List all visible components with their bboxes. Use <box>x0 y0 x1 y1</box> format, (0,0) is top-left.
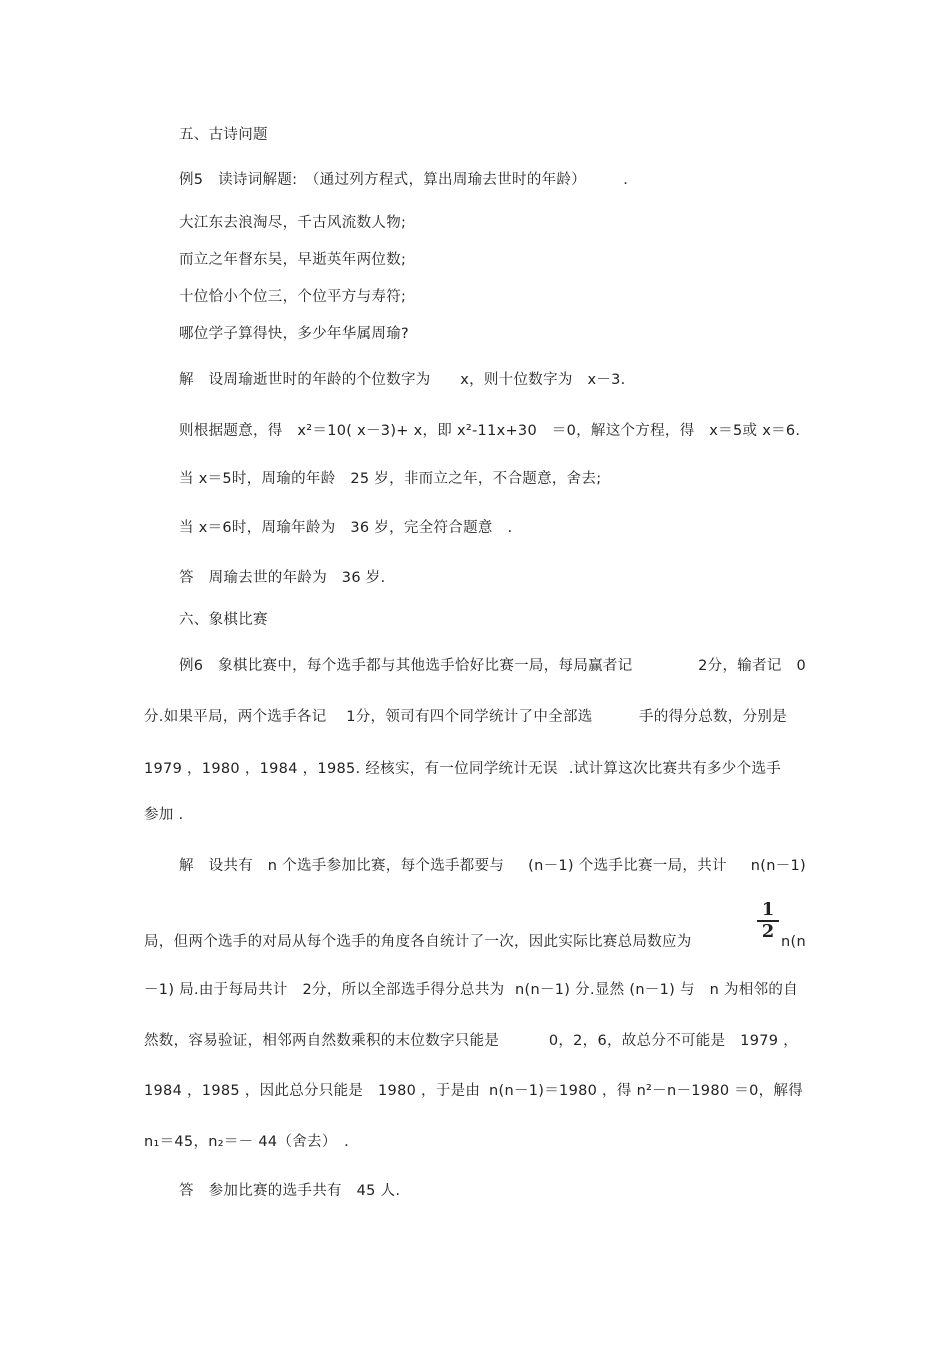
solution-6-line-3-right: n(n－1) 分.显然 (n－1) 与 n 为相邻的自 <box>515 982 798 998</box>
solution-6-line-4-left: 然数，容易验证，相邻两自然数乘积的末位数字只能是 <box>144 1033 500 1049</box>
solution-6-line-2-left: 局，但两个选手的对局从每个选手的角度各自统计了一次，因此实际比赛总局数应为 <box>144 934 692 950</box>
solution-5-line-3: 当 x＝5时，周瑜的年龄 25 岁，非而立之年，不合题意，舍去; <box>179 471 602 487</box>
example-6-line-4: 参加 . <box>144 807 184 823</box>
example-6-line-2 <box>144 708 787 726</box>
solution-6-line-4 <box>144 1032 798 1050</box>
fraction-one-half <box>757 900 779 942</box>
section-6-heading: 六、象棋比赛 <box>179 612 268 628</box>
solution-6-line-2-right: n(n <box>781 934 806 950</box>
fraction-denominator: 2 <box>761 921 775 942</box>
solution-6-line-4-right: 0，2，6，故总分不可能是 1979 ， <box>548 1033 798 1049</box>
poem-line-3: 十位恰小个位三，个位平方与寿符; <box>179 289 407 305</box>
solution-6-line-6: n₁＝45，n₂＝－ 44（舍去） . <box>144 1134 350 1150</box>
solution-6-line-1 <box>179 857 806 875</box>
poem-line-4: 哪位学子算得快，多少年华属周瑜? <box>179 326 409 342</box>
example-6-line-3 <box>144 760 781 778</box>
poem-line-2: 而立之年督东吴，早逝英年两位数; <box>179 252 407 268</box>
solution-6-line-3 <box>144 981 798 999</box>
example-6-line-2-right: 手的得分总数，分别是 <box>639 709 787 725</box>
example-6-line-1 <box>179 657 806 675</box>
example-5-prompt: 例5 读诗词解题: （通过列方程式，算出周瑜去世时的年龄） . <box>179 172 629 188</box>
fraction-numerator: 1 <box>757 900 779 922</box>
solution-5-line-1: 解 设周瑜逝世时的年龄的个位数字为 x，则十位数字为 x－3. <box>179 372 626 388</box>
solution-5-line-2: 则根据题意，得 x²＝10( x－3)+ x，即 x²-11x+30 ＝0，解这个方程，得 x＝5或 x＝6. <box>179 423 801 439</box>
example-6-line-1-left: 例6 象棋比赛中，每个选手都与其他选手恰好比赛一局，每局赢者记 <box>179 658 633 674</box>
example-6-line-2-left: 分.如果平局，两个选手各记 1分，领司有四个同学统计了中全部选 <box>144 709 593 725</box>
section-5-heading: 五、古诗问题 <box>179 127 268 143</box>
solution-5-line-4: 当 x＝6时，周瑜年龄为 36 岁，完全符合题意 . <box>179 520 513 536</box>
solution-6-line-1-mid: (n－1) 个选手比赛一局，共计 <box>528 858 727 874</box>
solution-6-line-1-left: 解 设共有 n 个选手参加比赛，每个选手都要与 <box>179 858 505 874</box>
example-6-line-1-right: 2分，输者记 0 <box>698 658 806 674</box>
example-6-line-3-left: 1979 ，1980 ，1984 ，1985. 经核实，有一位同学统计无误 <box>144 761 558 777</box>
answer-6: 答 参加比赛的选手共有 45 人. <box>179 1183 401 1199</box>
example-6-line-3-right: .试计算这次比赛共有多少个选手 <box>568 761 781 777</box>
poem-line-1: 大江东去浪淘尽，千古风流数人物; <box>179 215 407 231</box>
solution-6-line-5-left: 1984 ，1985 ，因此总分只能是 1980 ，于是由 <box>144 1083 481 1099</box>
solution-6-line-5 <box>144 1082 803 1100</box>
solution-6-line-3-left: －1) 局.由于每局共计 2分，所以全部选手得分总共为 <box>144 982 505 998</box>
solution-6-line-5-right: n(n－1)＝1980 ，得 n²－n－1980 ＝0，解得 <box>489 1083 803 1099</box>
solution-6-line-1-right: n(n－1) <box>750 858 806 874</box>
answer-5: 答 周瑜去世的年龄为 36 岁. <box>179 570 386 586</box>
